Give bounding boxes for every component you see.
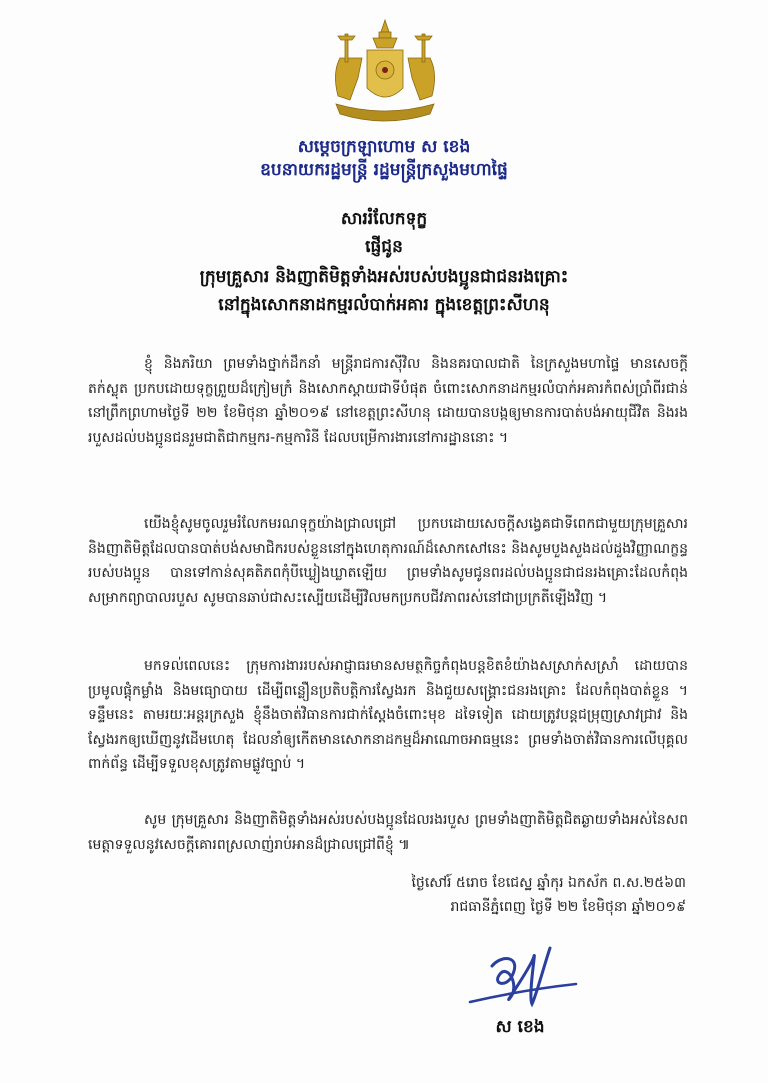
subject-line: នៅក្នុងសោកនាដកម្មរលំបាក់អគារ ក្នុងខេត្តព្រះសីហនុ [218,295,550,315]
signer-name: ស ខេង [495,1017,545,1037]
header-name-line: សម្តេចក្រឡាហោម ស ខេង [297,137,471,157]
royal-coat-of-arms-emblem [318,18,452,130]
handwritten-signature [462,926,582,1030]
body-paragraph-1: ខ្ញុំ និងភរិយា ព្រមទាំងថ្នាក់ដឹកនាំ មន្ត្រីរាជការស៊ីវិល និងនគរបាលជាតិ នៃក្រសួងមហាផ្ទៃ មានសេចក្តីតក់ស្លុត ប្រកបដោយទុក្ខព្រួយដ៏ក្រៀមក្រំ និងសោកស្តាយជាទីបំផុត ចំពោះសោកនាដកម្មរលំបាក់អគារកំពស់ប្រាំពីរជាន់ នៅព្រឹកព្រហាមថ្ងៃទី ២២ ខែមិថុនា ឆ្នាំ២០១៩ នៅខេត្តព្រះសីហនុ ដោយបានបង្កឲ្យមានការបាត់បង់អាយុជីវិត និងរងរបួសដល់បងប្អូនជនរួមជាតិជាកម្មករ-កម្មការិនី ដែលបម្រើការងារនៅការដ្ឋាននោះ ។ [88,356,688,446]
lunar-date-line: ថ្ងៃសៅរ៍ ៥រោច ខែជេស្ឋ ឆ្នាំកុរ ឯកស័ក ព.ស.២៥៦៣ [411,875,686,891]
body-paragraph-2: យើងខ្ញុំសូមចូលរួមរំលែកមរណទុក្ខយ៉ាងជ្រាលជ្រៅ ប្រកបដោយសេចក្តីសង្វេគជាទីពេកជាមួយក្រុមគ្រួសារ និងញាតិមិត្តដែលបានបាត់បង់សមាជិករបស់ខ្លួននៅក្នុងហេតុការណ៍ដ៏សោកសៅនេះ និងសូមបួងសួងដល់ដួងវិញ្ញាណក្ខន្ធរបស់បងប្អូន បានទៅកាន់សុគតិភពកុំបីឃ្លៀងឃ្លាតឡើយ ព្រមទាំងសូមជូនពរដល់បងប្អូនជាជនរងគ្រោះដែលកំពុងសម្រាកព្យាបាលរបួស សូមបានឆាប់ជាសះស្បើយដើម្បីវិលមកប្រកបជីវភាពរស់នៅជាប្រក្រតីឡើងវិញ ។ [88,516,688,606]
addressed-to-label: ផ្ញើជូន [365,237,403,257]
place-date-line: រាជធានីភ្នំពេញ ថ្ងៃទី ២២ ខែមិថុនា ឆ្នាំ២០១៩ [450,899,686,915]
body-paragraph-4: សូម ក្រុមគ្រួសារ និងញាតិមិត្តទាំងអស់របស់បងប្អូនដែលរងរបួស ព្រមទាំងញាតិមិត្តជិតឆ្ងាយទាំងអស់នៃសព មេត្តាទទួលនូវសេចក្តីគោរពស្រលាញ់រាប់អានដ៏ជ្រាលជ្រៅពីខ្ញុំ ៕ [88,812,688,853]
header-title-line: ឧបនាយករដ្ឋមន្ត្រី រដ្ឋមន្ត្រីក្រសួងមហាផ្ទៃ [260,160,508,180]
body-paragraph-3: មកទល់ពេលនេះ ក្រុមការងាររបស់អាជ្ញាធរមានសមត្ថកិច្ចកំពុងបន្តខិតខំយ៉ាងសស្រាក់សស្រាំ ដោយបានប្រមូលផ្តុំកម្លាំង និងមធ្យោបាយ ដើម្បីពន្លឿនប្រតិបត្តិការស្វែងរក និងជួយសង្គ្រោះជនរងគ្រោះ ដែលកំពុងបាត់ខ្លួន ។ ទន្ទឹមនេះ តាមរយៈអន្តរក្រសួង ខ្ញុំនឹងចាត់វិធានការជាក់ស្តែងចំពោះមុខ ដទៃទៀត ដោយត្រូវបន្តជម្រុញស្រាវជ្រាវ និងស្វែងរកឲ្យឃើញនូវដើមហេតុ ដែលនាំឲ្យកើតមានសោកនាដកម្មដ៏អាណោចអាធម្មនេះ ព្រមទាំងចាត់វិធានការលើបុគ្គលពាក់ព័ន្ធ ដើម្បីទទួលខុសត្រូវតាមផ្លូវច្បាប់ ។ [88,658,688,772]
document-title: សាររំលែកទុក្ខ [340,209,428,229]
recipient-line: ក្រុមគ្រួសារ និងញាតិមិត្តទាំងអស់របស់បងប្អូនជាជនរងគ្រោះ [199,267,569,287]
